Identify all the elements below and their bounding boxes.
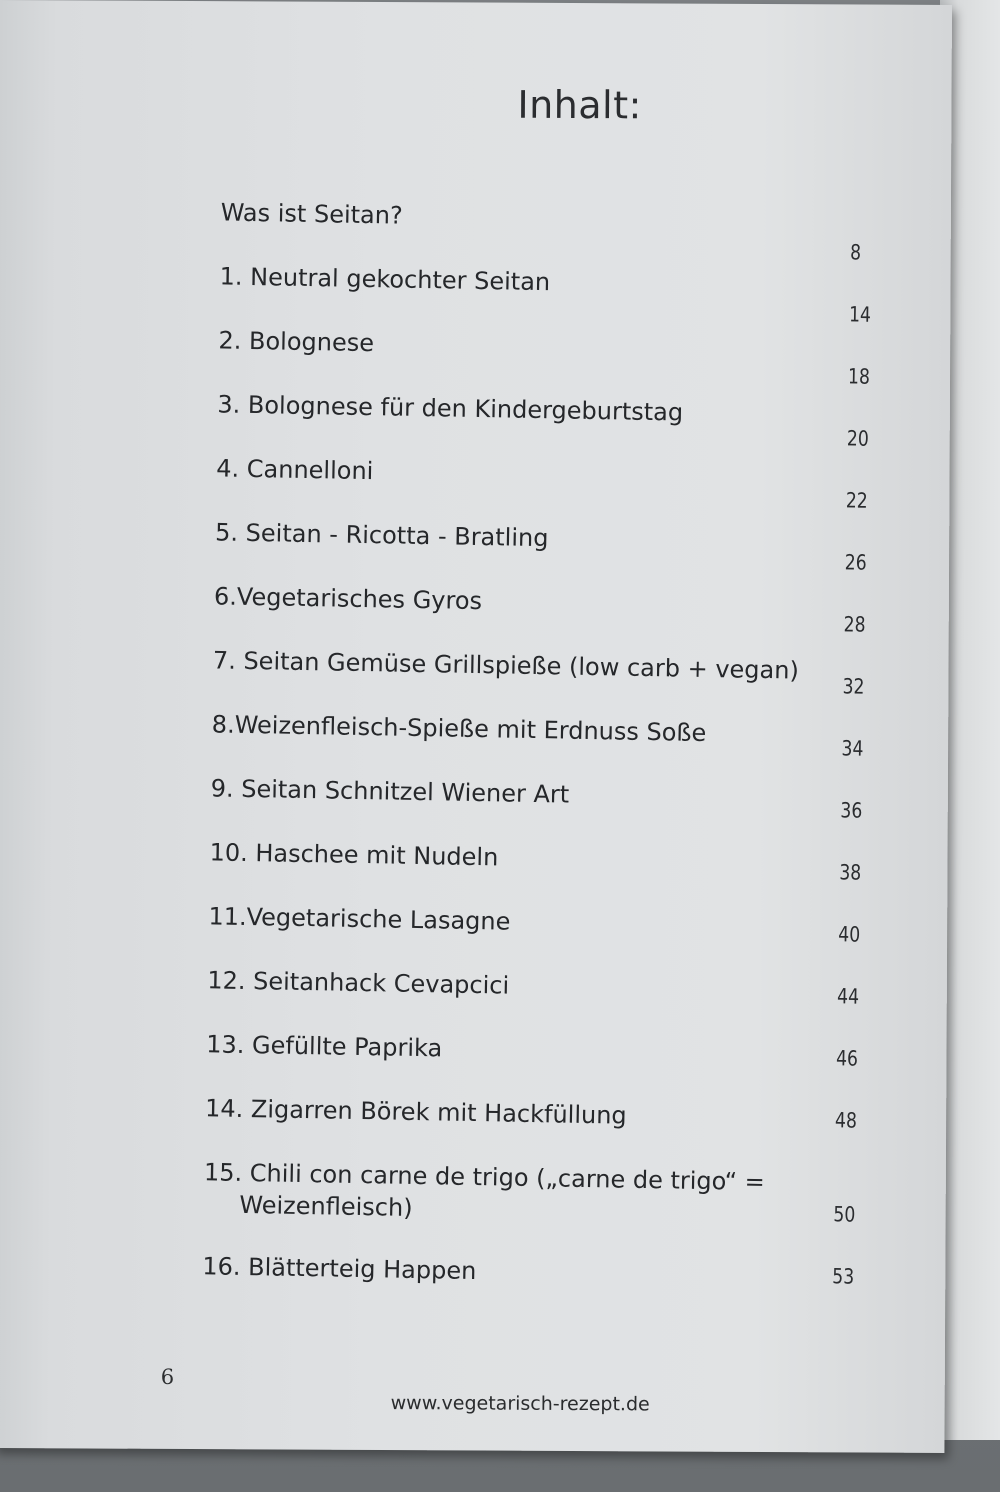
- toc-entry-page: 46: [835, 1046, 859, 1071]
- toc-entry-label: 12. Seitanhack Cevapcici: [207, 966, 510, 1000]
- toc-entry-page: 40: [838, 922, 861, 947]
- page-number: 6: [160, 1364, 175, 1389]
- toc-entry-label: 14. Zigarren Börek mit Hackfüllung: [204, 1094, 627, 1130]
- toc-entry-page: 20: [846, 426, 870, 451]
- page-title: Inhalt:: [517, 82, 642, 128]
- toc-entry-label: 7. Seitan Gemüse Grillspieße (low carb + vegan): [212, 646, 800, 685]
- toc-entry-page: 28: [843, 612, 866, 637]
- toc-entry-page: 22: [845, 488, 868, 513]
- toc-entry-page: 36: [840, 798, 863, 823]
- toc-entry-label: 4. Cannelloni: [216, 454, 374, 486]
- toc-entry-page: 14: [848, 302, 872, 327]
- website-footer: www.vegetarisch-rezept.de: [390, 1392, 650, 1416]
- toc-entry-label: 16. Blätterteig Happen: [202, 1252, 477, 1286]
- toc-entry-label-continuation: Weizenfleisch): [239, 1190, 413, 1222]
- toc-entry-page: 53: [832, 1264, 855, 1289]
- toc-entry-page: 34: [841, 736, 864, 761]
- toc-entry-label: 8.Weizenfleisch-Spieße mit Erdnuss Soße: [211, 710, 707, 747]
- toc-entry-label: 11.Vegetarische Lasagne: [208, 902, 511, 936]
- toc-entry-label: 13. Gefüllte Paprika: [205, 1030, 443, 1063]
- toc-entry-page: 26: [844, 550, 867, 575]
- toc-entry-page: 38: [839, 860, 862, 885]
- toc-entry-label: 5. Seitan - Ricotta - Bratling: [214, 518, 549, 553]
- toc-entry-page: 48: [834, 1108, 858, 1133]
- toc-entry-label: 15. Chili con carne de trigo („carne de trigo“ =: [203, 1158, 766, 1197]
- toc-entry-page: 44: [836, 984, 860, 1009]
- toc-entry-label: 1. Neutral gekochter Seitan: [219, 262, 551, 297]
- toc-entry-label: 3. Bolognese für den Kindergeburtstag: [217, 390, 684, 427]
- toc-entry-label: 6.Vegetarisches Gyros: [213, 582, 483, 616]
- toc-entry-page: 8: [849, 240, 862, 265]
- toc-entry-page: 50: [833, 1202, 856, 1227]
- toc-entry-page: 18: [847, 364, 871, 389]
- toc-entry-label: 9. Seitan Schnitzel Wiener Art: [210, 774, 570, 809]
- toc-entry-label: Was ist Seitan?: [220, 198, 403, 230]
- toc-entry-label: 10. Haschee mit Nudeln: [209, 838, 499, 872]
- toc-entry-page: 32: [842, 674, 865, 699]
- toc-entry-label: 2. Bolognese: [218, 326, 375, 358]
